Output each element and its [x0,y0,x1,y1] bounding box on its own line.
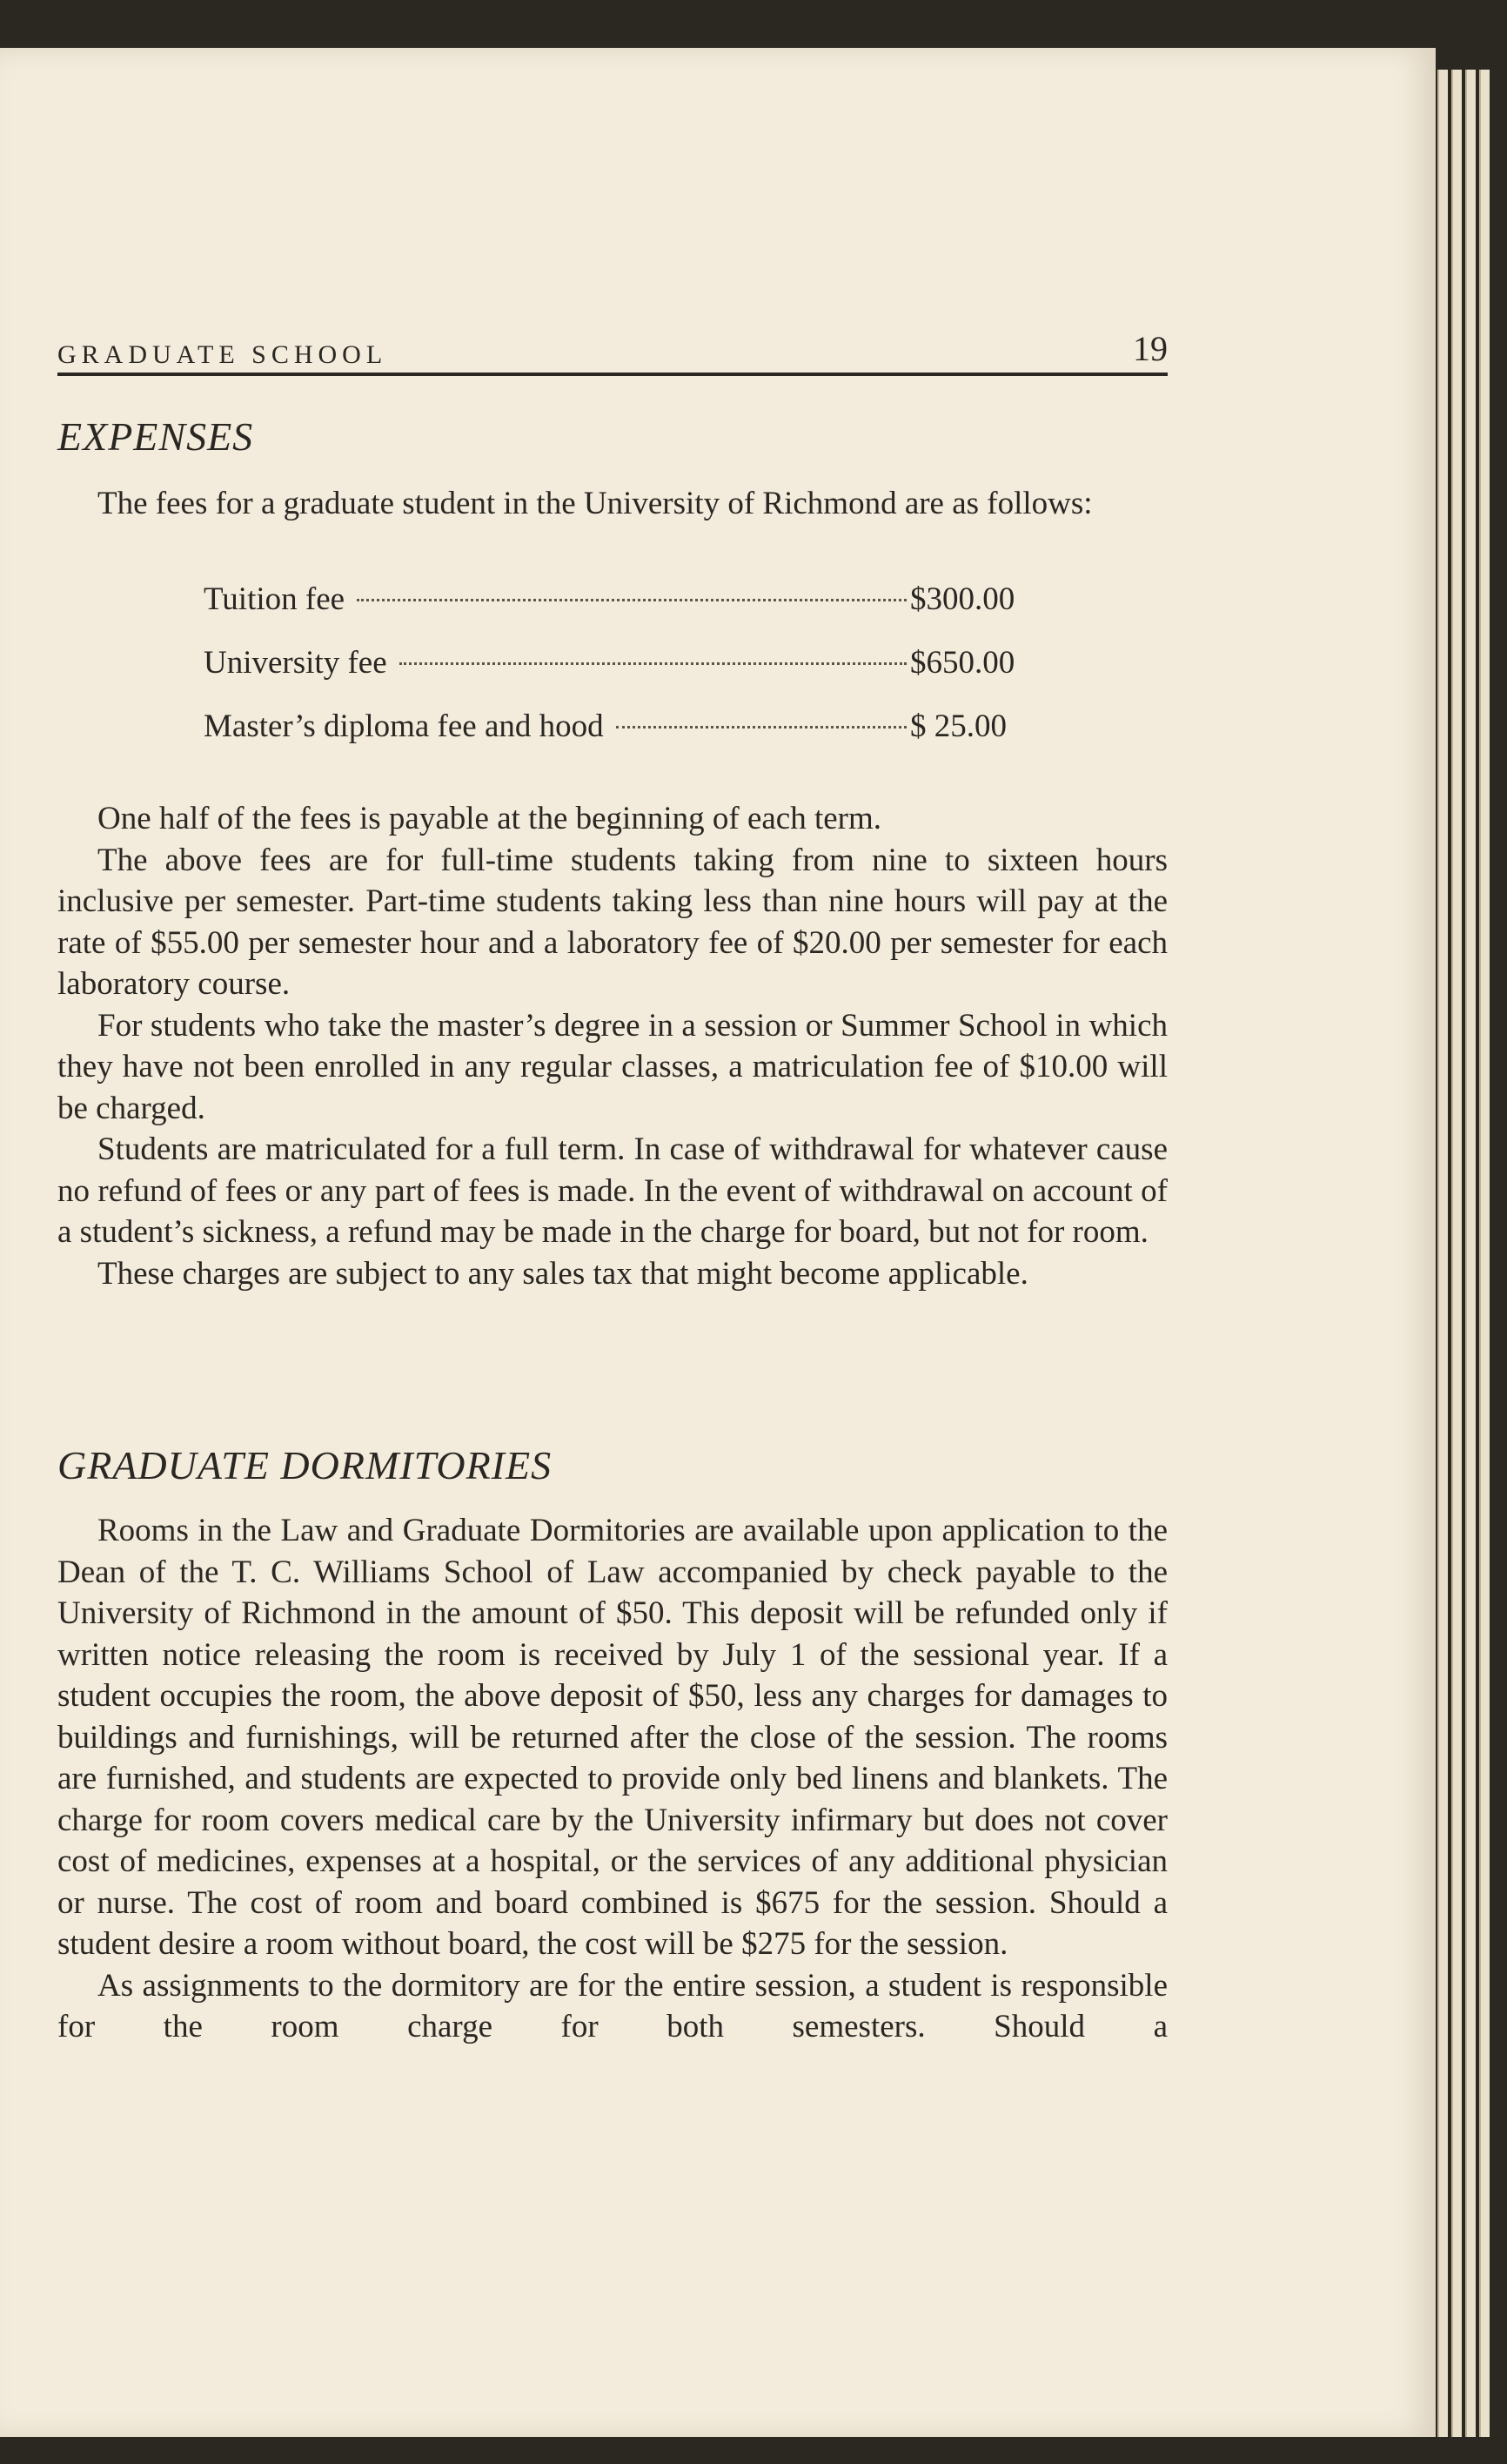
fee-row [204,644,1039,708]
fee-name: University fee [204,645,387,681]
dot-leader [357,599,907,601]
expenses-paragraph: Students are matriculated for a full term. In case of withdrawal for whatever cause no refund of fees or any part of fees is made. In the event of withdrawal on account of a student’s sickness, a refund may be made in the charge for board, but not for room. [57,1131,1168,1250]
fee-amount: $650.00 [910,645,1015,681]
expenses-paragraph: One half of the fees is payable at the beginning of each term. [97,801,882,836]
dormitories-heading: GRADUATE DORMITORIES [57,1443,553,1487]
expenses-paragraph: For students who take the master’s degree in a session or Summer School in which they have not been enrolled in any regular classes, a matriculation fee of $10.00 will be charged. [57,1007,1168,1126]
dormitories-paragraph: As assignments to the dormitory are for the entire session, a student is responsible for the room charge for both semesters. Should a [57,1967,1168,2044]
dormitories-body [57,1510,1168,2048]
header-rule [57,373,1168,376]
expenses-paragraph: The above fees are for full-time students taking from nine to sixteen hours inclusive per semester. Part-time students taking less than nine hours will pay at the rate of $55.00 per semester hour and a laboratory fee of $20.00 per semester for each laboratory course. [57,842,1168,1002]
fee-amount: $ 25.00 [910,708,1007,744]
fee-name: Tuition fee [204,581,345,617]
fee-amount: $300.00 [910,581,1015,617]
page-edge [1451,70,1462,2437]
expenses-body [57,798,1168,1294]
book-page [0,48,1436,2437]
page-edge [1437,70,1448,2437]
page-edge [1479,70,1490,2437]
expenses-paragraph: These charges are subject to any sales tax that might become applicable. [97,1255,1028,1292]
running-head [57,290,1168,369]
fee-name: Master’s diploma fee and hood [204,708,604,744]
dormitories-paragraph: Rooms in the Law and Graduate Dormitories are available upon application to the Dean of the T. C. Williams School of Law accompanied by check payable to the University of Richmond in the amount of $50. This deposit will be refunded only if written notice releasing the room is received by July 1 of the sessional year. If a student occupies the room, the above deposit of $50, less any charges for damages to buildings and furnishings, will be returned after the close of the session. The rooms are furnished, and students are expected to provide only bed linens and blankets. The charge for room covers medical care by the University infirmary but does not cover cost of medicines, expenses at a hospital, or the services of any additional physician or nurse. The cost of room and board combined is $675 for the session. Should a student desire a room without board, the cost will be $275 for the session. [57,1513,1168,1962]
dot-leader [616,726,907,728]
expenses-intro: The fees for a graduate student in the University of Richmond are as follows: [97,486,1093,521]
fee-row [204,581,1039,644]
fee-table [204,581,1039,771]
page-edge [1465,70,1476,2437]
page-number: 19 [1133,329,1168,368]
fee-row [204,708,1039,771]
dot-leader [399,662,907,665]
expenses-heading: EXPENSES [57,414,254,459]
running-head-section: GRADUATE SCHOOL [57,340,388,369]
